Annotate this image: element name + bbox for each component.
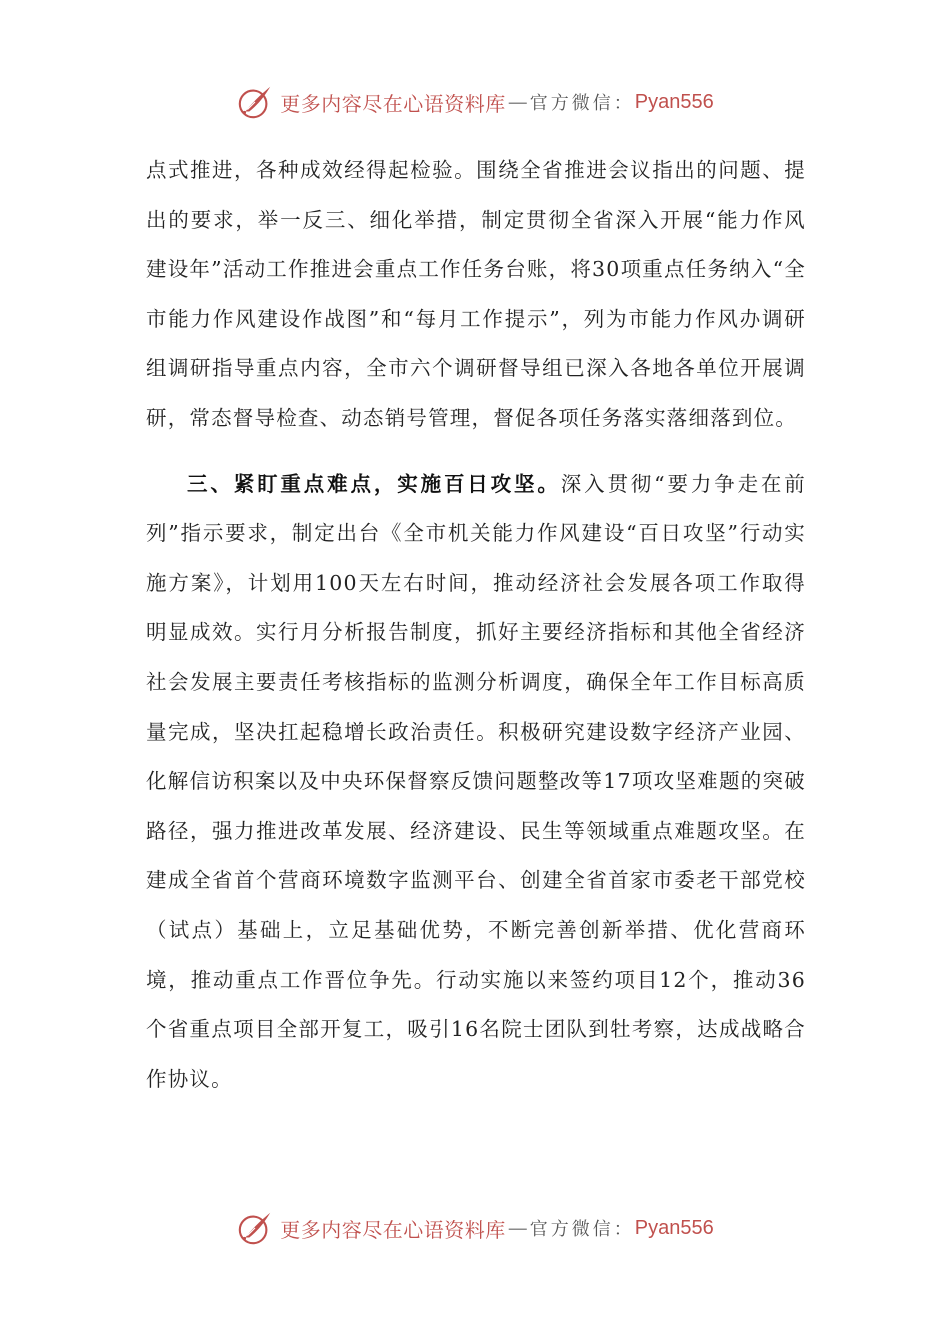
banner-wechat-id: Pyan556 bbox=[634, 90, 714, 113]
banner-dash: — bbox=[507, 90, 528, 114]
section-body: 深入贯彻“要力争走在前列”指示要求，制定出台《全市机关能力作风建设“百日攻坚”行动实施方案》，计划用100天左右时间，推动经济社会发展各项工作取得明显成效。实行月分析报告制度，抓好主要经济指标和其他全省经济社会发展主要责任考核指标的监测分析调度，确保全年工作目标高质量完成，坚决扛起稳增长政治责任。积极研究建设数字经济产业园、化解信访积案以及中央环保督察反馈问题整改等17项攻坚难题的突破路径，强力推进改革发展、经济建设、民生等领域重点难题攻坚。在建成全省首个营商环境数字监测平台、创建全省首家市委老干部党校（试点）基础上，立足基础优势，不断完善创新举措、优化营商环境，推动重点工作晋位争先。行动实施以来签约项目12个，推动36个省重点项目全部开复工，吸引16名院士团队到牡考察，达成战略合作协议。 bbox=[146, 471, 806, 1091]
banner-slogan: 更多内容尽在心语资料库 bbox=[280, 91, 506, 116]
quill-logo-icon bbox=[236, 83, 274, 121]
banner-official-label: 官方微信： bbox=[529, 93, 635, 114]
banner-official-label: 官方微信： bbox=[529, 1219, 635, 1240]
banner-slogan: 更多内容尽在心语资料库 bbox=[280, 1217, 506, 1242]
paragraph-section-three bbox=[146, 460, 806, 1105]
banner-wechat-id: Pyan556 bbox=[634, 1216, 714, 1239]
footer-watermark-banner bbox=[0, 1206, 950, 1250]
paragraph-continuation: 点式推进，各种成效经得起检验。围绕全省推进会议指出的问题、提出的要求，举一反三、细化举措，制定贯彻全省深入开展“能力作风建设年”活动工作推进会重点工作任务台账，将30项重点任务纳入“全市能力作风建设作战图”和“每月工作提示”，列为市能力作风办调研组调研指导重点内容，全市六个调研督导组已深入各地各单位开展调研，常态督导检查、动态销号管理，督促各项任务落实落细落到位。 bbox=[146, 158, 806, 430]
banner-dash: — bbox=[507, 1216, 528, 1240]
header-watermark-banner bbox=[0, 80, 950, 124]
section-heading: 三、紧盯重点难点，实施百日攻坚。 bbox=[187, 471, 561, 496]
quill-logo-icon bbox=[236, 1209, 274, 1247]
document-body bbox=[146, 146, 806, 1104]
